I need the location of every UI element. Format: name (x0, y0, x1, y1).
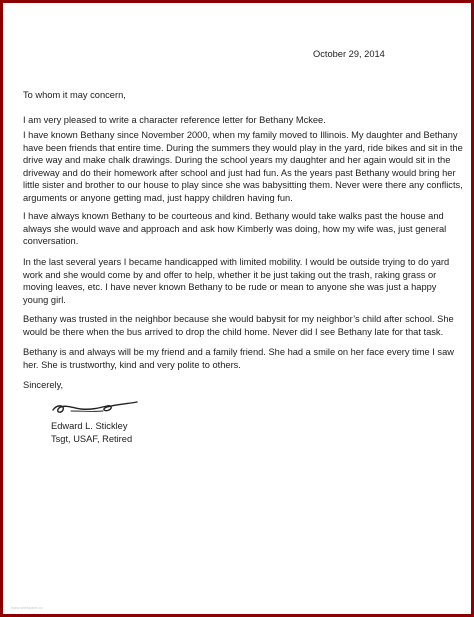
page-frame (3, 3, 471, 614)
signer-name: Edward L. Stickley (51, 421, 128, 431)
paragraph-help: In the last several years I became handicapped with limited mobility. I would be outside trying to do yard work and she would come by and offer to help, whether it be just taking out the trash, raking grass or moving leaves, etc. I have never known Bethany to be rude or mean to anyone she was just a happy young girl. (23, 257, 450, 305)
paragraph-courteous: I have always known Bethany to be courteous and kind. Bethany would take walks past the house and always she would wave and approach and ask how Kimberly was doing, how my wife was, just general conversation. (23, 211, 447, 247)
paragraph-intro: I am very pleased to write a character reference letter for Bethany Mckee. (23, 115, 326, 125)
letter-date: October 29, 2014 (313, 49, 385, 59)
closing: Sincerely, (23, 380, 64, 390)
watermark: www.sitespaint.co (11, 605, 43, 610)
paragraph-history: I have known Bethany since November 2000, when my family moved to Illinois. My daughter and Bethany have been friends that entire time. During the summers they would play in the yard, ride bikes and sit in the drive way and make chalk drawings. During the school years my daughter and her again would sit in the driveway and do their homework after school and just had fun. As the years past Bethany would bring her little sister and brother to our house to play since she was babysitting them. Never were there any conflicts, arguments or anyone getting mad, just happy children having fun. (23, 130, 463, 203)
handwritten-signature (51, 396, 141, 418)
paragraph-friend: Bethany is and always will be my friend and a family friend. She had a smile on her face every time I saw her. She is trustworthy, kind and very polite to others. (23, 347, 454, 370)
salutation: To whom it may concern, (23, 90, 126, 100)
signer-title: Tsgt, USAF, Retired (51, 434, 133, 444)
paragraph-trusted: Bethany was trusted in the neighbor because she would babysit for my neighbor’s child after school. She would be there when the bus arrived to drop the child home. Never did I see Bethany late for that task. (23, 314, 454, 337)
